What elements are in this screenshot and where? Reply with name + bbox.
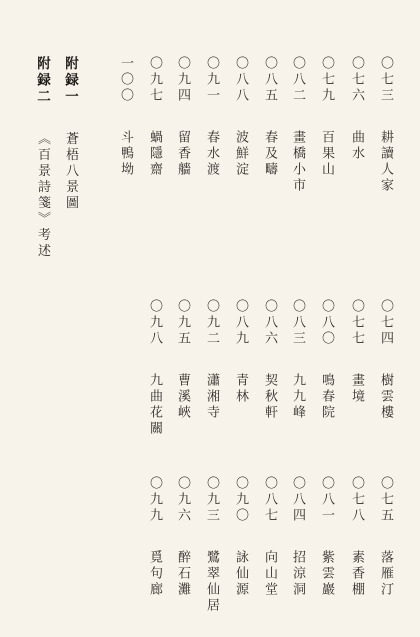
toc-entry[interactable] (349, 56, 364, 162)
page-number: 〇九八 (147, 299, 162, 347)
toc-entry[interactable] (147, 56, 162, 178)
toc-entry[interactable] (378, 56, 393, 194)
entry-title: 春水渡 (204, 130, 219, 178)
appendix-entry[interactable] (62, 56, 78, 212)
toc-entry[interactable] (290, 299, 305, 421)
appendix-label: 附録二 (34, 56, 50, 106)
toc-entry[interactable] (319, 299, 334, 421)
entry-title: 畫橋小市 (290, 130, 305, 194)
entry-title: 青林 (233, 373, 248, 405)
page-number: 〇九二 (204, 299, 219, 347)
page-number: 〇七六 (349, 56, 364, 104)
page-number: 〇七三 (378, 56, 393, 104)
toc-entry[interactable] (349, 299, 364, 405)
entry-title: 九曲花關 (147, 373, 162, 437)
page-number: 〇七七 (349, 299, 364, 347)
entry-title: 覓句廊 (147, 550, 162, 598)
toc-entry[interactable] (319, 476, 334, 598)
toc-entry[interactable] (378, 299, 393, 421)
toc-entry[interactable] (262, 56, 277, 178)
page-number: 〇九三 (204, 476, 219, 524)
entry-title: 招涼洞 (290, 550, 305, 598)
page-number: 〇八九 (233, 299, 248, 347)
entry-title: 百果山 (319, 130, 334, 178)
entry-title: 鷺翠仙居 (204, 550, 219, 614)
entry-title: 向山堂 (262, 550, 277, 598)
page-number: 〇九一 (204, 56, 219, 104)
toc-entry[interactable] (290, 476, 305, 598)
page-number: 〇七九 (319, 56, 334, 104)
page-number: 〇八五 (262, 56, 277, 104)
page-number: 〇七五 (378, 476, 393, 524)
entry-title: 醉石灘 (175, 550, 190, 598)
appendix-label: 附録一 (62, 56, 78, 106)
toc-entry[interactable] (262, 299, 277, 421)
toc-entry[interactable] (204, 476, 219, 614)
entry-title: 曹溪峽 (175, 373, 190, 421)
toc-entry[interactable] (319, 56, 334, 178)
toc-entry[interactable] (175, 299, 190, 421)
entry-title: 瀟湘寺 (204, 373, 219, 421)
entry-title: 詠仙源 (233, 550, 248, 598)
toc-entry[interactable] (204, 56, 219, 178)
entry-title: 春及疇 (262, 130, 277, 178)
toc-entry[interactable] (262, 476, 277, 598)
toc-entry[interactable] (349, 476, 364, 598)
toc-entry[interactable] (290, 56, 305, 194)
entry-title: 波鮮淀 (233, 130, 248, 178)
appendix-entry[interactable] (34, 56, 50, 260)
page-number: 〇八三 (290, 299, 305, 347)
page-number: 〇七四 (378, 299, 393, 347)
entry-title: 曲水 (349, 130, 364, 162)
toc-entry[interactable] (233, 299, 248, 405)
page-number: 〇八六 (262, 299, 277, 347)
toc-entry[interactable] (233, 56, 248, 178)
page-number: 〇八七 (262, 476, 277, 524)
page-number: 〇八八 (233, 56, 248, 104)
entry-title: 鳴春院 (319, 373, 334, 421)
toc-entry[interactable] (147, 299, 162, 437)
entry-title: 落雁汀 (378, 550, 393, 598)
entry-title: 契秋軒 (262, 373, 277, 421)
entry-title: 樹雲樓 (378, 373, 393, 421)
toc-entry[interactable] (175, 476, 190, 598)
page-number: 〇八〇 (319, 299, 334, 347)
toc-entry[interactable] (378, 476, 393, 598)
appendix-title: 蒼梧八景圖 (63, 131, 78, 212)
entry-title: 素香棚 (349, 550, 364, 598)
page-number: 〇七八 (349, 476, 364, 524)
toc-entry[interactable] (147, 476, 162, 598)
entry-title: 畫境 (349, 373, 364, 405)
toc-entry[interactable] (175, 56, 190, 178)
page-number: 〇八一 (319, 476, 334, 524)
page-number: 〇九九 (147, 476, 162, 524)
entry-title: 斗鴨坳 (118, 130, 133, 178)
entry-title: 蝸隱齋 (147, 130, 162, 178)
page-number: 〇九四 (175, 56, 190, 104)
entry-title: 留香艢 (175, 130, 190, 178)
toc-entry[interactable] (233, 476, 248, 598)
page-number: 〇九〇 (233, 476, 248, 524)
entry-title: 紫雲巖 (319, 550, 334, 598)
appendix-title: 《百景詩箋》考述 (35, 131, 50, 260)
toc-entry[interactable] (204, 299, 219, 421)
entry-title: 耕讀人家 (378, 130, 393, 194)
page-number: 一〇〇 (118, 56, 133, 104)
page-number: 〇九六 (175, 476, 190, 524)
page-number: 〇八四 (290, 476, 305, 524)
entry-title: 九九峰 (290, 373, 305, 421)
page-number: 〇九五 (175, 299, 190, 347)
page-number: 〇九七 (147, 56, 162, 104)
toc-entry[interactable] (118, 56, 133, 178)
page-number: 〇八二 (290, 56, 305, 104)
